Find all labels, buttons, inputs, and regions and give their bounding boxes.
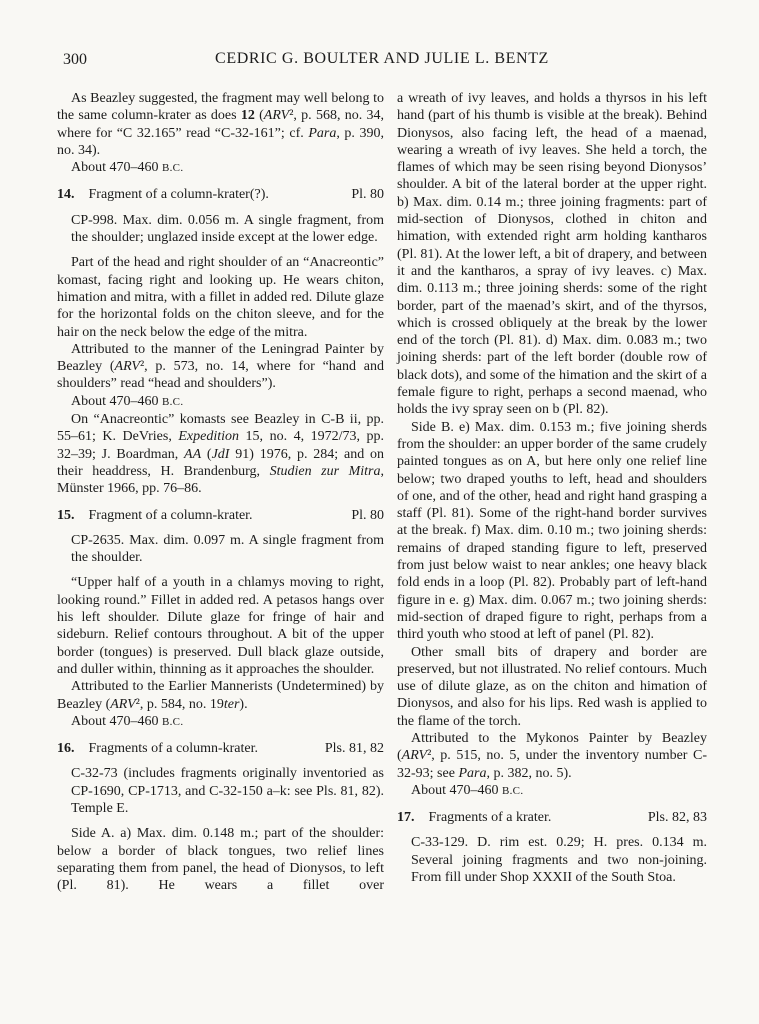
two-column-text	[57, 90, 707, 894]
text-run: , p. 382, no. 5).	[486, 765, 572, 781]
plate-reference: Pl. 80	[351, 507, 384, 523]
running-title: CEDRIC G. BOULTER AND JULIE L. BENTZ	[215, 50, 549, 67]
entry-number: 17.	[397, 810, 415, 826]
text-run: About 470–460	[71, 713, 162, 729]
entry-17-heading	[397, 809, 707, 826]
date-line	[57, 393, 384, 411]
entry-16-attribution	[397, 730, 707, 782]
entry-16-inventory	[71, 765, 384, 817]
era-abbreviation: B.C.	[162, 715, 184, 728]
entry-title: Fragment of a column-krater(?).	[88, 187, 269, 203]
entry-number: 16.	[57, 741, 75, 757]
entry-heading-left	[57, 507, 253, 524]
text-run: About 470–460	[71, 160, 162, 176]
text-run: Attributed to the Mykonos Painter by Beazley (	[397, 730, 707, 764]
entry-14-description	[57, 254, 384, 340]
entry-15-inventory	[71, 532, 384, 567]
italic-citation: ARV	[114, 359, 140, 375]
italic-citation: ARV	[263, 108, 290, 124]
entry-16-side-b	[397, 419, 707, 644]
bold-reference: 12	[240, 108, 255, 124]
entry-16-side-a	[57, 825, 384, 894]
page-header	[57, 50, 707, 69]
entry-14-inventory	[71, 212, 384, 247]
text-run: 91) 1976, p. 284; and on their headdress, H. Brandenburg,	[57, 446, 384, 479]
text-run: About 470–460	[71, 393, 162, 409]
entry-number: 14.	[57, 187, 75, 203]
entry-13-continuation	[57, 90, 384, 159]
text-run: (	[254, 108, 264, 124]
text-run: As Beazley suggested, the fragment may well belong to the same column-krater as does	[57, 91, 384, 124]
plate-reference: Pls. 82, 83	[647, 810, 707, 826]
date-line	[57, 159, 384, 177]
text-run: CP-2635. Max. dim. 0.097 m. A single fragment from the shoulder.	[71, 532, 384, 566]
entry-16-condition	[397, 644, 707, 730]
date-line	[397, 782, 707, 800]
text-run: Attributed to the Earlier Mannerists (Undetermined) by Beazley (	[57, 679, 384, 712]
entry-heading-left	[57, 740, 258, 757]
entry-heading-left	[57, 186, 269, 203]
entry-16-heading	[57, 740, 384, 757]
italic-citation: ARV	[401, 748, 428, 764]
entry-16-side-a-continuation	[397, 90, 707, 419]
italic-citation: Expedition	[178, 429, 240, 445]
era-abbreviation: B.C.	[162, 395, 184, 408]
era-abbreviation: B.C.	[162, 162, 184, 175]
right-column	[397, 90, 707, 894]
text-run: CP-998. Max. dim. 0.056 m. A single fragment, from the shoulder; unglazed inside except at the lower edge.	[71, 212, 384, 246]
italic-citation: Studien zur Mitra	[269, 463, 381, 479]
entry-number: 15.	[57, 507, 75, 523]
text-run: Side A. a) Max. dim. 0.148 m.; part of the shoulder: below a border of black tongues, two relief lines separating them from panel, the head of Dionysos, to left (Pl. 81). He wears a fillet over	[57, 826, 384, 894]
entry-heading-left	[397, 809, 551, 826]
text-run: Side B. e) Max. dim. 0.153 m.; five joining sherds from the shoulder: an upper border of the same crudely painted tongues as on A, but here only one relief line below; two draped youths to left, head and shoulders of one, and of the other, head and right hand grasping a staff (Pl. 81). Some of the right-hand border survives at the break. f) Max. dim. 0.10 m.; two joining sherds: remains of draped standing figure to left, preserved from just below waist to near ankles; one heavy black fold ends in a loop (Pl. 82). Probably part of left-hand figure in e. g) Max. dim. 0.067 m.; two joining sherds: mid-section of draped figure to right, perhaps from a third youth who stood at left of panel (Pl. 82).	[397, 419, 707, 643]
text-run: ², p. 515, no. 5, under the inventory number C-32-93; see	[397, 748, 707, 781]
italic-citation: AA	[184, 446, 202, 462]
entry-15-description	[57, 574, 384, 678]
italic-citation: Para	[458, 765, 487, 781]
text-run: (	[201, 446, 212, 462]
entry-15-heading	[57, 507, 384, 524]
text-run: About 470–460	[411, 782, 502, 798]
entry-14-attribution	[57, 341, 384, 393]
text-run: ).	[239, 696, 248, 712]
entry-title: Fragments of a krater.	[428, 810, 552, 826]
italic-citation: JdI	[211, 446, 230, 462]
era-abbreviation: B.C.	[502, 784, 524, 797]
left-column	[57, 90, 384, 894]
entry-15-attribution	[57, 678, 384, 713]
text-run: , p. 390, no. 34).	[57, 125, 384, 158]
date-line	[57, 713, 384, 731]
italic-citation: ter	[223, 696, 240, 712]
plate-reference: Pls. 81, 82	[324, 741, 384, 757]
text-run: Other small bits of drapery and border are preserved, but not illustrated. No relief contours. Much use of dilute glaze, as on the chiton and himation of Dionysos, and also for his lips. Red wash is applied to the flame of the torch.	[397, 644, 707, 729]
entry-title: Fragments of a column-krater.	[88, 741, 259, 757]
text-run: ², p. 568, no. 34, where for “C 32.165” read “C-32-161”; cf.	[57, 108, 384, 141]
text-run: ², p. 573, no. 14, where for “hand and shoulders” read “head and shoulders”).	[57, 359, 384, 392]
entry-title: Fragment of a column-krater.	[88, 507, 253, 523]
entry-14-heading	[57, 186, 384, 203]
text-run: On “Anacreontic” komasts see Beazley in C-B ii, pp. 55–61; K. DeVries,	[57, 412, 384, 445]
italic-citation: Para	[308, 125, 337, 141]
text-run: C-33-129. D. rim est. 0.29; H. pres. 0.134 m. Several joining fragments and two non-joining. From fill under Shop XXXII of the South Stoa.	[411, 835, 707, 886]
text-run: , Münster 1966, pp. 76–86.	[57, 463, 384, 497]
text-run: “Upper half of a youth in a chlamys moving to right, looking round.” Fillet in added red. A petasos hangs over his left shoulder. Dilute glaze for fringe of hair and sideburn. Relief contours throughout. A bit of the upper border (tongues) is preserved. Dull black glaze outside, and duller within, thinning as it approaches the shoulder.	[57, 575, 384, 677]
text-run: ², p. 584, no. 19	[135, 696, 224, 712]
text-run: 15, no. 4, 1972/73, pp. 32–39; J. Boardman,	[57, 429, 385, 462]
italic-citation: ARV	[110, 696, 136, 712]
text-run: Part of the head and right shoulder of an “Anacreontic” komast, facing right and looking up. He wears chiton, himation and mitra, with a fillet in added red. Dilute glaze for the horizontal folds on the chiton sleeve, and for the hair on the neck below the edge of the mitra.	[57, 255, 384, 340]
entry-17-inventory	[411, 834, 707, 886]
entry-14-bibliography	[57, 411, 384, 497]
page-number: 300	[63, 51, 87, 68]
text-run: a wreath of ivy leaves, and holds a thyrsos in his left hand (part of his thumb is visible at the break). Behind Dionysos, also facing left, the head of a maenad, wearing a wreath of ivy leaves. She held a torch, the flames of which may be seen rising beyond Dionysos’ shoulder. A bit of the lateral border at the upper right. b) Max. dim. 0.14 m.; three joining fragments: part of mid-section of Dionysos, clothed in chiton and himation, with extended right arm holding kantharos (Pl. 81). At the lower left, a bit of drapery, and between it and the kantharos, a spray of ivy leaves. c) Max. dim. 0.113 m.; three joining sherds: some of the right border, part of the maenad’s skirt, and of the thyrsos, which is crossed obliquely at the break by the lower end of the torch (Pl. 81). d) Max. dim. 0.083 m.; two joining sherds: part of the left border (double row of black dots), and some of the himation and the skirt of a female figure to right, perhaps a second maenad, who holds the ivy spray seen on b (Pl. 82).	[397, 91, 707, 418]
text-run: C-32-73 (includes fragments originally inventoried as CP-1690, CP-1713, and C-32-150 a–k: see Pls. 81, 82). Temple E.	[71, 766, 384, 816]
plate-reference: Pl. 80	[351, 187, 384, 203]
text-run: Attributed to the manner of the Leningrad Painter by Beazley (	[57, 341, 384, 375]
